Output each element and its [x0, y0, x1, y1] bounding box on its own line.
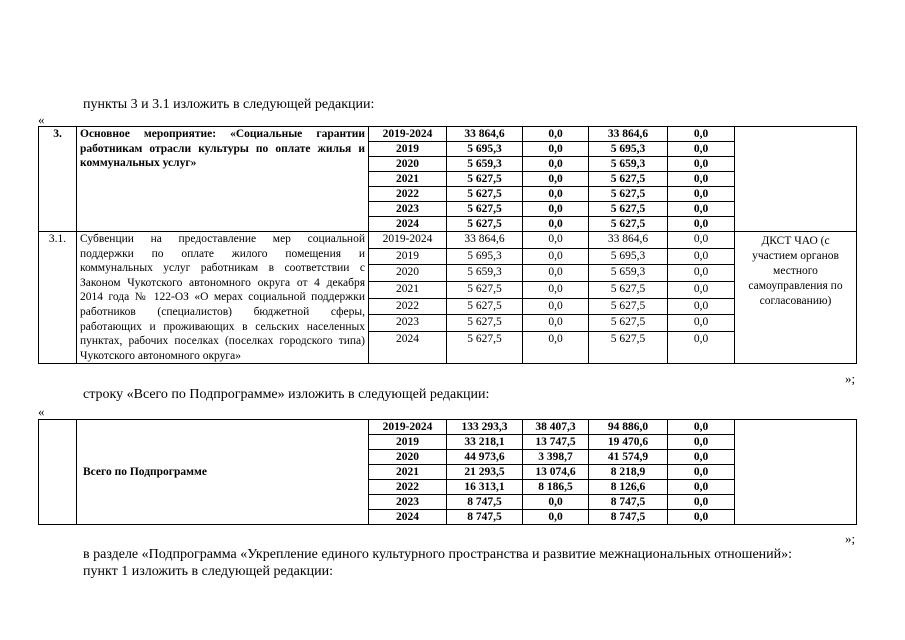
cell-local: 0,0 [668, 480, 735, 495]
cell-period: 2022 [369, 480, 447, 495]
cell-federal: 0,0 [523, 187, 589, 202]
amendment-intro-item-1: пункт 1 изложить в следующей редакции: [83, 564, 333, 579]
cell-total: 33 864,6 [447, 127, 523, 142]
responsible-executor: ДКСТ ЧАО (с участием органов местного самоуправления по согласованию) [735, 232, 857, 364]
cell-total: 33 864,6 [447, 232, 523, 249]
amendment-intro-total-row: строку «Всего по Подпрограмме» изложить в следующей редакции: [83, 387, 490, 402]
cell-local: 0,0 [668, 157, 735, 172]
cell-federal: 0,0 [523, 282, 589, 299]
cell-regional: 8 218,9 [589, 465, 668, 480]
cell-federal: 0,0 [523, 495, 589, 510]
cell-total: 5 627,5 [447, 217, 523, 232]
close-quote-1: »; [845, 371, 856, 386]
cell-period: 2023 [369, 495, 447, 510]
cell-regional: 5 627,5 [589, 282, 668, 299]
cell-period: 2021 [369, 282, 447, 299]
open-quote-1: « [38, 112, 45, 127]
responsible-executor [735, 420, 857, 525]
cell-local: 0,0 [668, 187, 735, 202]
cell-period: 2019-2024 [369, 127, 447, 142]
cell-federal: 0,0 [523, 142, 589, 157]
cell-local: 0,0 [668, 435, 735, 450]
cell-federal: 8 186,5 [523, 480, 589, 495]
table-row [39, 420, 857, 435]
cell-total: 44 973,6 [447, 450, 523, 465]
cell-total: 5 627,5 [447, 298, 523, 315]
cell-federal: 38 407,3 [523, 420, 589, 435]
cell-federal: 0,0 [523, 298, 589, 315]
cell-total: 33 218,1 [447, 435, 523, 450]
item-number [39, 420, 77, 525]
cell-local: 0,0 [668, 217, 735, 232]
cell-total: 5 627,5 [447, 332, 523, 364]
cell-regional: 94 886,0 [589, 420, 668, 435]
cell-local: 0,0 [668, 282, 735, 299]
total-label: Всего по Подпрограмме [77, 420, 369, 525]
cell-regional: 5 659,3 [589, 265, 668, 282]
cell-total: 16 313,1 [447, 480, 523, 495]
cell-regional: 33 864,6 [589, 232, 668, 249]
cell-local: 0,0 [668, 420, 735, 435]
cell-regional: 19 470,6 [589, 435, 668, 450]
measures-table [38, 126, 857, 364]
cell-regional: 8 747,5 [589, 495, 668, 510]
amendment-intro-subprogram-section: в разделе «Подпрограмма «Укрепление единого культурного пространства и развитие межнациональных отношений»: [83, 547, 793, 562]
table-row [39, 232, 857, 249]
cell-federal: 0,0 [523, 202, 589, 217]
cell-regional: 33 864,6 [589, 127, 668, 142]
cell-federal: 0,0 [523, 265, 589, 282]
cell-local: 0,0 [668, 495, 735, 510]
cell-total: 5 627,5 [447, 282, 523, 299]
item-description: Субвенции на предоставление мер социальной поддержки по оплате жилого помещения и коммунальных услуг работникам в соответствии с Законом Чукотского автономного округа от 4 декабря 2014 года № 122-ОЗ «О мерах социальной поддержки работников (специалистов) бюджетной сферы, работающих и проживающих в сельских населенных пунктах, рабочих поселках (поселках городского типа) Чукотского автономного округа» [77, 232, 369, 364]
cell-federal: 0,0 [523, 127, 589, 142]
cell-total: 8 747,5 [447, 495, 523, 510]
cell-total: 133 293,3 [447, 420, 523, 435]
cell-regional: 5 695,3 [589, 142, 668, 157]
cell-regional: 8 747,5 [589, 510, 668, 525]
cell-total: 21 293,5 [447, 465, 523, 480]
item-number: 3.1. [39, 232, 77, 364]
cell-regional: 5 627,5 [589, 202, 668, 217]
cell-federal: 0,0 [523, 315, 589, 332]
cell-federal: 0,0 [523, 510, 589, 525]
cell-regional: 5 627,5 [589, 172, 668, 187]
table-row [39, 127, 857, 142]
cell-federal: 0,0 [523, 332, 589, 364]
cell-local: 0,0 [668, 315, 735, 332]
cell-period: 2021 [369, 172, 447, 187]
cell-period: 2024 [369, 510, 447, 525]
cell-period: 2019 [369, 435, 447, 450]
cell-total: 5 627,5 [447, 202, 523, 217]
cell-total: 5 627,5 [447, 172, 523, 187]
open-quote-2: « [38, 404, 45, 419]
cell-federal: 3 398,7 [523, 450, 589, 465]
cell-period: 2022 [369, 187, 447, 202]
cell-regional: 5 627,5 [589, 332, 668, 364]
cell-period: 2023 [369, 202, 447, 217]
amendment-intro-items-3: пункты 3 и 3.1 изложить в следующей редакции: [83, 97, 375, 112]
cell-federal: 0,0 [523, 157, 589, 172]
responsible-executor [735, 127, 857, 232]
cell-period: 2019-2024 [369, 232, 447, 249]
cell-period: 2021 [369, 465, 447, 480]
cell-local: 0,0 [668, 465, 735, 480]
cell-period: 2020 [369, 265, 447, 282]
cell-regional: 5 627,5 [589, 298, 668, 315]
cell-total: 5 627,5 [447, 315, 523, 332]
cell-federal: 0,0 [523, 248, 589, 265]
close-quote-2: »; [845, 531, 856, 546]
cell-period: 2019 [369, 248, 447, 265]
cell-regional: 41 574,9 [589, 450, 668, 465]
cell-period: 2020 [369, 157, 447, 172]
cell-local: 0,0 [668, 202, 735, 217]
cell-period: 2023 [369, 315, 447, 332]
cell-regional: 5 627,5 [589, 187, 668, 202]
cell-period: 2019 [369, 142, 447, 157]
cell-period: 2020 [369, 450, 447, 465]
cell-period: 2022 [369, 298, 447, 315]
cell-local: 0,0 [668, 298, 735, 315]
cell-federal: 13 747,5 [523, 435, 589, 450]
cell-total: 5 695,3 [447, 142, 523, 157]
cell-federal: 0,0 [523, 172, 589, 187]
cell-local: 0,0 [668, 265, 735, 282]
cell-total: 5 659,3 [447, 265, 523, 282]
cell-total: 5 627,5 [447, 187, 523, 202]
cell-regional: 5 695,3 [589, 248, 668, 265]
cell-local: 0,0 [668, 248, 735, 265]
cell-period: 2024 [369, 332, 447, 364]
item-number: 3. [39, 127, 77, 232]
cell-local: 0,0 [668, 127, 735, 142]
cell-total: 5 659,3 [447, 157, 523, 172]
cell-regional: 5 627,5 [589, 217, 668, 232]
subprogram-total-table [38, 419, 857, 525]
cell-period: 2024 [369, 217, 447, 232]
cell-local: 0,0 [668, 332, 735, 364]
cell-regional: 5 627,5 [589, 315, 668, 332]
cell-regional: 5 659,3 [589, 157, 668, 172]
cell-local: 0,0 [668, 232, 735, 249]
cell-federal: 0,0 [523, 232, 589, 249]
cell-federal: 13 074,6 [523, 465, 589, 480]
cell-local: 0,0 [668, 172, 735, 187]
cell-federal: 0,0 [523, 217, 589, 232]
cell-period: 2019-2024 [369, 420, 447, 435]
cell-total: 8 747,5 [447, 510, 523, 525]
cell-total: 5 695,3 [447, 248, 523, 265]
cell-local: 0,0 [668, 510, 735, 525]
cell-local: 0,0 [668, 450, 735, 465]
item-description: Основное мероприятие: «Социальные гарантии работникам отрасли культуры по оплате жилья и коммунальных услуг» [77, 127, 369, 232]
cell-local: 0,0 [668, 142, 735, 157]
cell-regional: 8 126,6 [589, 480, 668, 495]
